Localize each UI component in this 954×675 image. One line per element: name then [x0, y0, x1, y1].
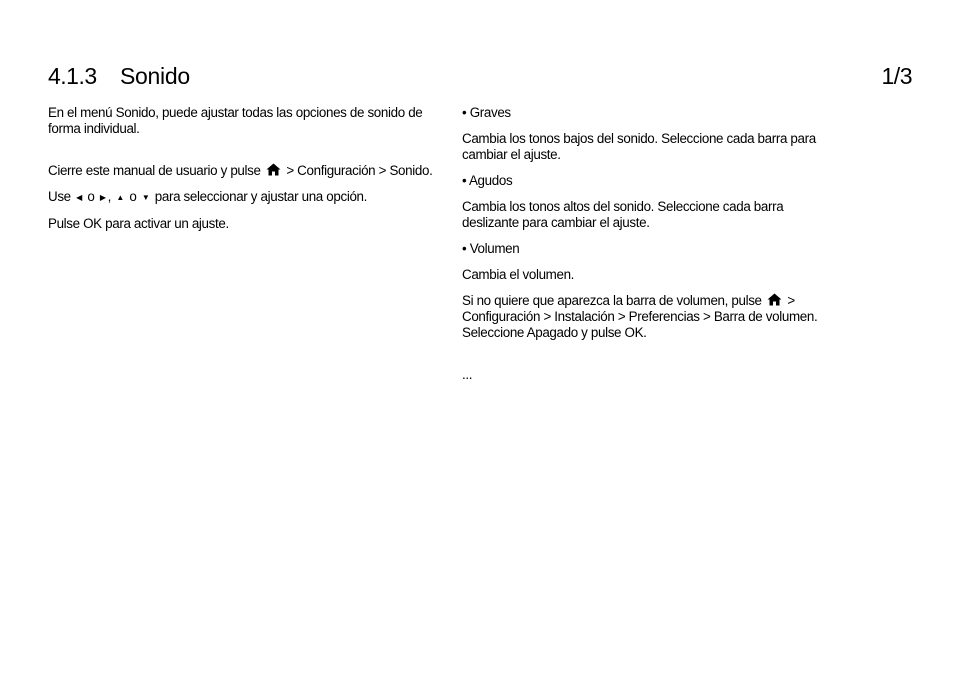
arrow-right-icon: ▶: [99, 193, 106, 202]
agudos-description: Cambia los tonos altos del sonido. Seleccione cada barra deslizante para cambiar el ajuste.: [462, 199, 784, 230]
agudos-label: • Agudos: [462, 173, 513, 188]
nav-suffix-text: para seleccionar y ajustar una opción.: [154, 189, 368, 204]
section-number: 4.1.3: [48, 63, 97, 89]
nav-or-text: o: [87, 189, 95, 204]
close-prefix-text: Cierre este manual de usuario y pulse: [48, 163, 261, 178]
volumen-label: • Volumen: [462, 241, 520, 256]
arrow-left-icon: ◀: [76, 193, 82, 202]
volume-bar-prefix-text: Si no quiere que aparezca la barra de volumen, pulse: [462, 293, 762, 308]
page-header: [48, 61, 912, 93]
right-column: [462, 105, 842, 393]
close-suffix-text: > Configuración > Sonido.: [286, 163, 433, 178]
volume-bar-paragraph: [462, 293, 842, 341]
volume-bar-suffix-text: > Configuración > Instalación > Preferencias > Barra de volumen. Seleccione Apagado y pulse OK.: [462, 293, 818, 340]
left-column: [48, 105, 440, 242]
close-manual-paragraph: [48, 163, 440, 179]
ok-paragraph: Pulse OK para activar un ajuste.: [48, 216, 229, 231]
volumen-description: Cambia el volumen.: [462, 267, 575, 282]
page-title: Sonido: [120, 63, 190, 89]
continuation-marker: ...: [462, 367, 473, 382]
page-counter: 1/3: [881, 63, 912, 89]
nav-use-text: Use: [48, 189, 71, 204]
navigation-paragraph: [48, 189, 440, 206]
graves-description: Cambia los tonos bajos del sonido. Seleccione cada barra para cambiar el ajuste.: [462, 131, 816, 162]
home-icon: [767, 293, 782, 306]
nav-or-text-2: o: [129, 189, 137, 204]
home-icon: [266, 163, 281, 176]
nav-comma-text: ,: [107, 189, 111, 204]
arrow-down-icon: ▼: [141, 193, 150, 202]
intro-paragraph: En el menú Sonido, puede ajustar todas las opciones de sonido de forma individual.: [48, 105, 423, 136]
graves-label: • Graves: [462, 105, 511, 120]
arrow-up-icon: ▲: [116, 193, 124, 202]
